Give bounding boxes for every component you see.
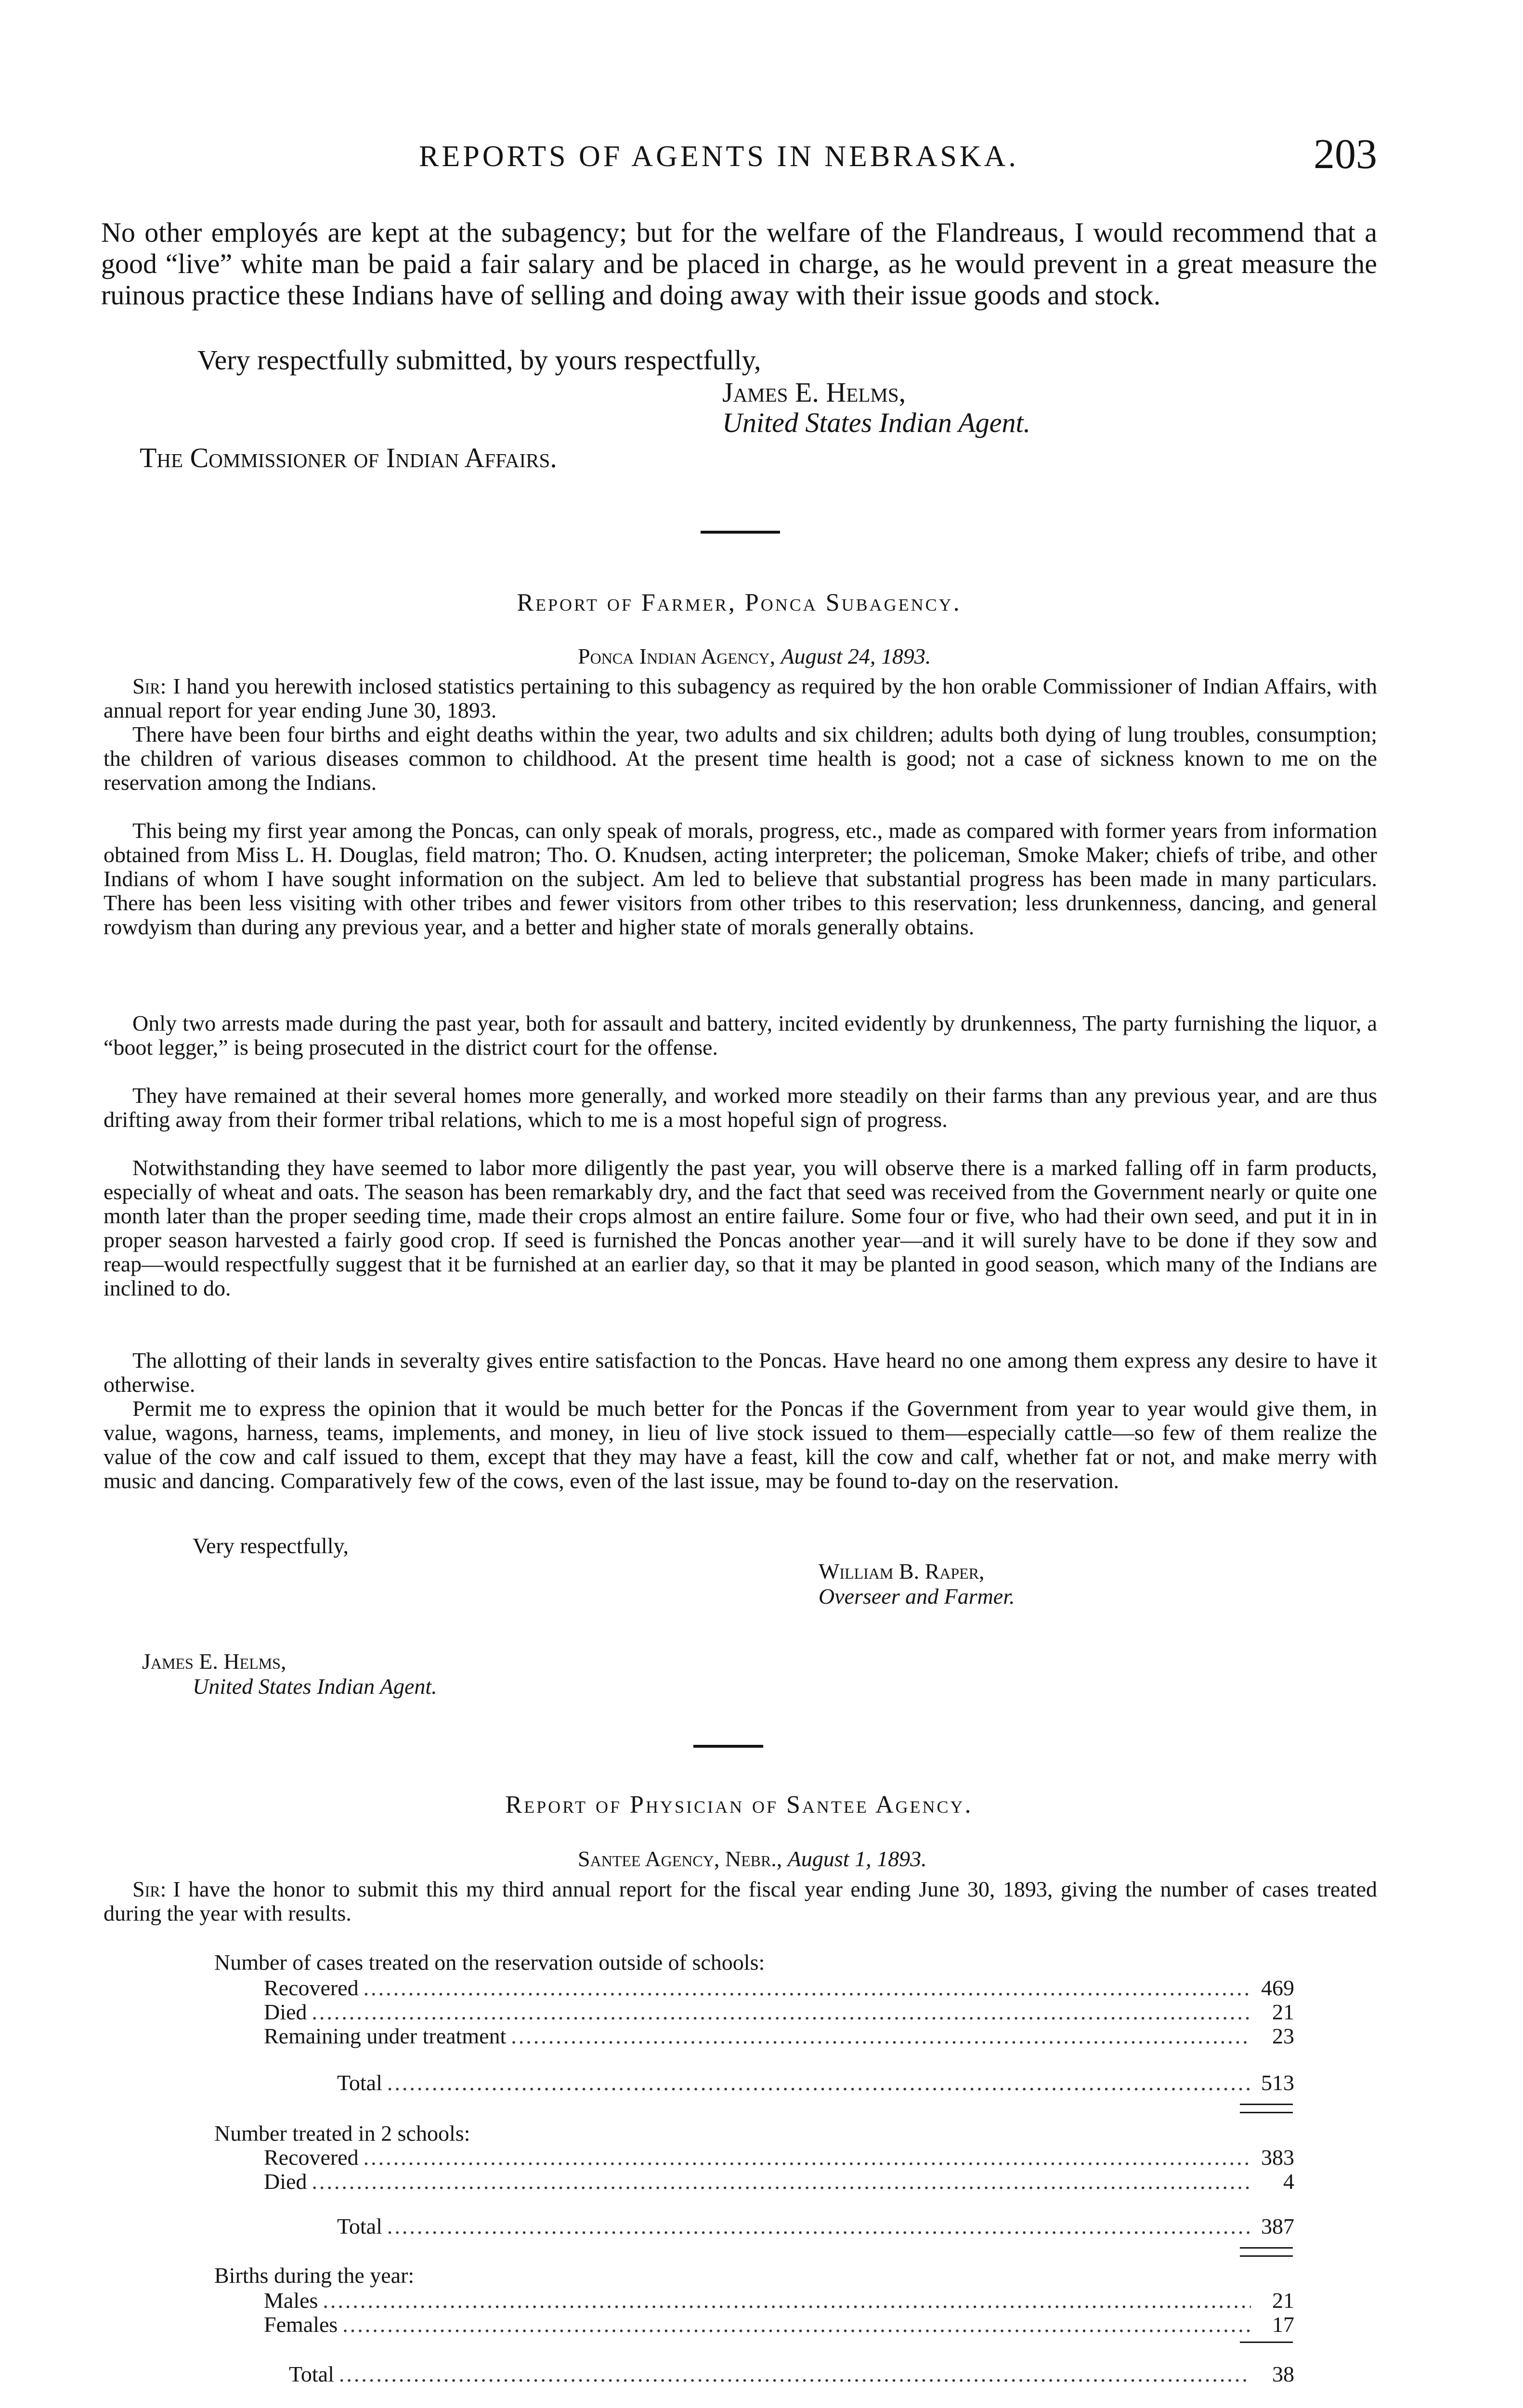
running-head: [101, 131, 1377, 183]
total-row: [337, 2214, 1294, 2238]
ponca-paragraph-3: This being my first year among the Poncas, can only speak of morals, progress, etc., made as compared with former years from information obtained from Miss L. H. Douglas, field matron; Tho. O. Knudsen, acting interpreter; the policeman, Smoke Maker; chiefs of tribe, and other Indians of whom I have sought information on the subject. Am led to believe that substantial progress has been made in many particulars. There has been less visiting with other tribes and fewer visitors from other tribes to this reservation; less drunkenness, dancing, and general rowdyism than during any previous year, and a better and higher state of morals generally obtains.: [104, 818, 1377, 939]
section-2-label: Number treated in 2 schools:: [214, 2121, 470, 2146]
row-label: Remaining under treatment: [264, 2024, 507, 2048]
ponca-paragraph-6: Notwithstanding they have seemed to labor more diligently the past year, you will observe there is a marked falling off in farm products, especially of wheat and oats. The season has been remarkably dry, and the fact that seed was received from the Government nearly or quite one month later than the proper seeding time, made their crops almost an entire failure. Some four or five, who had their own seed, and put it in in proper season harvested a fairly good crop. If seed is furnished the Poncas another year—and it will surely have to be done if they sow and reap—would respectfully suggest that it be furnished at an earlier day, so that it may be planted in good season, which many of the Indians are inclined to do.: [104, 1155, 1377, 1300]
row-value: 17: [1272, 2312, 1294, 2337]
leader-dots: [511, 2024, 1251, 2048]
total-label: Total: [337, 2214, 382, 2238]
row-value: 21: [1272, 2000, 1294, 2024]
ponca-agent-title: United States Indian Agent.: [193, 1674, 437, 1699]
table-row: [264, 2146, 1294, 2170]
ponca-dateline: [578, 644, 1363, 668]
section-3-label: Births during the year:: [214, 2263, 415, 2288]
row-label: Recovered: [264, 2145, 359, 2170]
leader-dots: [339, 2362, 1251, 2386]
ponca-paragraph-4: Only two arrests made during the past year, both for assault and battery, incited evidently by drunkenness, The party furnishing the liquor, a “boot legger,” is being prosecuted in the district court for the offense.: [104, 1011, 1377, 1060]
ponca-heading: Report of Farmer, Ponca Subagency.: [517, 589, 962, 616]
table-row: [264, 2000, 1294, 2024]
ponca-closing: Very respectfully,: [193, 1533, 349, 1558]
ponca-salutation: Sir:: [132, 674, 167, 698]
leader-dots: [364, 1976, 1251, 2000]
total-row: [337, 2071, 1294, 2095]
total-label: Total: [289, 2362, 334, 2386]
ponca-paragraph-1: [104, 674, 1377, 722]
table-row: [264, 2289, 1294, 2313]
table-row: [264, 2170, 1294, 2194]
flandreau-signer-name: James E. Helms,: [722, 377, 906, 408]
row-label: Females: [264, 2312, 338, 2337]
ponca-signer-name: William B. Raper,: [819, 1559, 985, 1584]
santee-salutation: Sir:: [132, 1877, 167, 1901]
leader-dots: [364, 2146, 1251, 2170]
total-value: 513: [1261, 2070, 1294, 2095]
ponca-signer-title: Overseer and Farmer.: [819, 1584, 1015, 1609]
double-rule: [1240, 2247, 1293, 2257]
santee-heading: Report of Physician of Santee Agency.: [505, 1791, 973, 1819]
santee-dateline-place: Santee Agency, Nebr.,: [578, 1846, 782, 1871]
leader-dots: [312, 2170, 1251, 2194]
row-label: Recovered: [264, 1976, 359, 2000]
santee-dateline: [578, 1847, 1363, 1871]
section-divider-2: [693, 1745, 763, 1748]
row-label: Died: [264, 2169, 307, 2194]
ponca-agent-name: James E. Helms,: [142, 1649, 286, 1674]
flandreau-addressee: The Commissioner of Indian Affairs.: [140, 442, 557, 473]
leader-dots: [387, 2214, 1251, 2238]
running-title: REPORTS OF AGENTS IN NEBRASKA.: [419, 140, 1019, 173]
total-label: Total: [337, 2070, 382, 2095]
row-value: 469: [1261, 1976, 1294, 2000]
ponca-paragraph-2: There have been four births and eight deaths within the year, two adults and six children; adults both dying of lung troubles, consumption; the children of various diseases common to childhood. At the present time health is good; not a case of sickness known to me on the reservation among the Indians.: [104, 722, 1377, 795]
page-number: 203: [1314, 131, 1377, 178]
table-row: [264, 2313, 1294, 2337]
flandreau-signer-title: United States Indian Agent.: [722, 407, 1031, 438]
santee-intro: [104, 1877, 1377, 1925]
ponca-paragraph-8: Permit me to express the opinion that it would be much better for the Poncas if the Government from year to year would give them, in value, wagons, harness, teams, implements, and money, in lieu of live stock issued to them—especially cattle—so few of them realize the value of the cow and calf issued to them, except that they may have a feast, kill the cow and calf, whether fat or not, and make merry with music and dancing. Comparatively few of the cows, even of the last issue, may be found to-day on the reservation.: [104, 1396, 1377, 1493]
row-value: 23: [1272, 2024, 1294, 2048]
single-rule: [1240, 2342, 1293, 2343]
table-row: [264, 2024, 1294, 2048]
leader-dots: [387, 2071, 1251, 2095]
ponca-paragraph-5: They have remained at their several homes more generally, and worked more steadily on their farms than any previous year, and are thus drifting away from their former tribal relations, which to me is a most hopeful sign of progress.: [104, 1083, 1377, 1132]
row-value: 4: [1283, 2169, 1294, 2194]
section-divider: [701, 531, 780, 534]
row-label: Died: [264, 2000, 307, 2024]
double-rule: [1240, 2104, 1293, 2113]
ponca-dateline-date: August 24, 1893.: [781, 644, 931, 668]
flandreau-closing: Very respectfully submitted, by yours respectfully,: [197, 344, 761, 376]
leader-dots: [323, 2289, 1251, 2313]
santee-intro-text: I have the honor to submit this my third annual report for the fiscal year ending June 30, 1893, giving the number of cases treated during the year with results.: [104, 1877, 1377, 1925]
ponca-dateline-place: Ponca Indian Agency,: [578, 644, 776, 668]
leader-dots: [312, 2000, 1251, 2024]
santee-dateline-date: August 1, 1893.: [787, 1846, 927, 1871]
row-value: 383: [1261, 2145, 1294, 2170]
table-row: [264, 1976, 1294, 2000]
total-row: [289, 2362, 1294, 2386]
ponca-paragraph-1-text: I hand you herewith inclosed statistics pertaining to this subagency as required by the hon orable Commissioner of Indian Affairs, with annual report for year ending June 30, 1893.: [104, 674, 1377, 722]
section-1-label: Number of cases treated on the reservation outside of schools:: [214, 1950, 765, 1975]
row-value: 21: [1272, 2288, 1294, 2313]
leader-dots: [342, 2313, 1251, 2337]
ponca-paragraph-7: The allotting of their lands in severalty gives entire satisfaction to the Poncas. Have heard no one among them express any desire to have it otherwise.: [104, 1348, 1377, 1397]
flandreau-paragraph: No other employés are kept at the subagency; but for the welfare of the Flandreaus, I would recommend that a good “live” white man be paid a fair salary and be placed in charge, as he would prevent in a great measure the ruinous practice these Indians have of selling and doing away with their issue goods and stock.: [101, 217, 1377, 311]
total-value: 38: [1272, 2362, 1294, 2386]
row-label: Males: [264, 2288, 318, 2313]
total-value: 387: [1261, 2214, 1294, 2238]
